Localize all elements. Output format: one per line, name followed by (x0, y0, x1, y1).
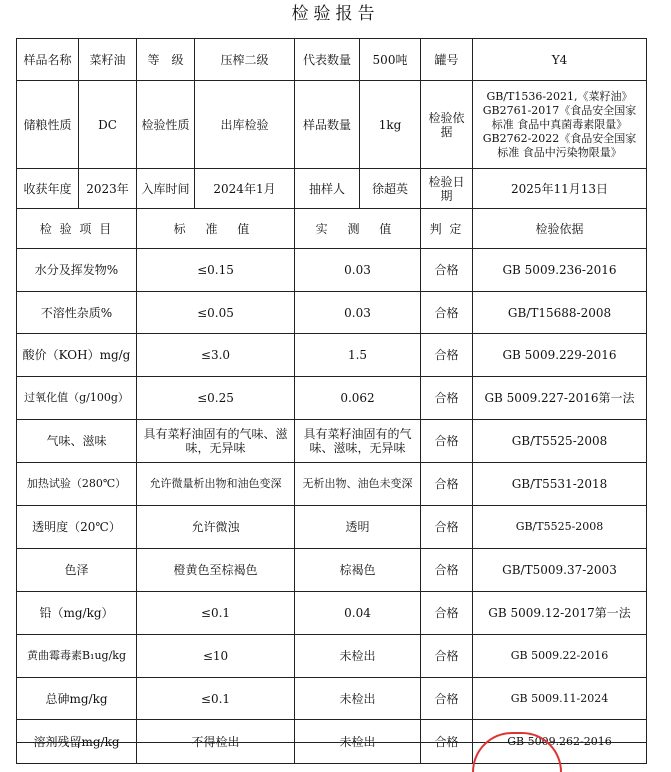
col-header-measured: 实 测 值 (295, 209, 421, 249)
row-verdict: 合格 (421, 249, 473, 292)
row-standard: ≤0.15 (137, 249, 295, 292)
row-verdict: 合格 (421, 592, 473, 635)
table-row (17, 420, 647, 463)
row-standard: 允许微浊 (137, 506, 295, 549)
row-basis: GB 5009.227-2016第一法 (473, 377, 647, 420)
value-inspection-basis (473, 81, 647, 169)
row-basis: GB/T5525-2008 (473, 420, 647, 463)
row-basis: GB 5009.262-2016 (473, 720, 647, 764)
row-measured: 未检出 (295, 720, 421, 764)
value-grade: 压榨二级 (195, 39, 295, 81)
row-measured: 0.03 (295, 249, 421, 292)
row-basis: GB/T15688-2008 (473, 292, 647, 334)
row-basis: GB/T5531-2018 (473, 463, 647, 506)
table-row (17, 334, 647, 377)
col-header-basis: 检验依据 (473, 209, 647, 249)
row-basis: GB 5009.12-2017第一法 (473, 592, 647, 635)
row-item: 加热试验（280℃） (17, 463, 137, 506)
value-storage-type: DC (79, 81, 137, 169)
row-standard: 橙黄色至棕褐色 (137, 549, 295, 592)
value-sampler: 徐超英 (360, 169, 421, 209)
value-sample-name: 菜籽油 (79, 39, 137, 81)
report-title: 检验报告 (291, 4, 380, 24)
col-header-item: 检 验 项 目 (17, 209, 137, 249)
row-item: 黄曲霉毒素B₁ug/kg (17, 635, 137, 678)
label-harvest-year: 收获年度 (17, 169, 79, 209)
header-row-2 (17, 81, 647, 169)
row-item: 透明度（20℃） (17, 506, 137, 549)
row-verdict: 合格 (421, 377, 473, 420)
table-row (17, 292, 647, 334)
label-inspection-date: 检验日期 (421, 169, 473, 209)
label-inspection-basis: 检验依据 (421, 81, 473, 169)
label-grade: 等 级 (137, 39, 195, 81)
value-storage-time: 2024年1月 (195, 169, 295, 209)
header-row-3 (17, 169, 647, 209)
row-measured: 0.03 (295, 292, 421, 334)
row-standard: ≤3.0 (137, 334, 295, 377)
value-inspection-date: 2025年11月13日 (473, 169, 647, 209)
row-item: 不溶性杂质% (17, 292, 137, 334)
row-standard: 具有菜籽油固有的气味、滋味，无异味 (137, 420, 295, 463)
row-measured: 未检出 (295, 678, 421, 720)
row-measured: 0.062 (295, 377, 421, 420)
row-item: 酸价（KOH）mg/g (17, 334, 137, 377)
row-verdict: 合格 (421, 720, 473, 764)
row-measured: 透明 (295, 506, 421, 549)
column-header-row (17, 209, 647, 249)
row-measured: 0.04 (295, 592, 421, 635)
row-basis: GB 5009.22-2016 (473, 635, 647, 678)
row-measured: 未检出 (295, 635, 421, 678)
basis-line: GB2762-2022《食品安全国家 (482, 131, 637, 145)
row-verdict: 合格 (421, 463, 473, 506)
row-item: 铅（mg/kg） (17, 592, 137, 635)
row-verdict: 合格 (421, 420, 473, 463)
row-measured: 无析出物、油色未变深 (295, 463, 421, 506)
row-basis: GB/T5525-2008 (473, 506, 647, 549)
value-represented-quantity: 500吨 (360, 39, 421, 81)
row-basis: GB/T5009.37-2003 (473, 549, 647, 592)
table-row (17, 249, 647, 292)
row-item: 气味、滋味 (17, 420, 137, 463)
row-measured: 1.5 (295, 334, 421, 377)
label-sampler: 抽样人 (295, 169, 360, 209)
row-item: 色泽 (17, 549, 137, 592)
basis-line: 标准 食品中污染物限量》 (497, 145, 622, 159)
row-measured: 棕褐色 (295, 549, 421, 592)
row-standard: ≤0.1 (137, 678, 295, 720)
row-verdict: 合格 (421, 678, 473, 720)
value-sample-quantity: 1kg (360, 81, 421, 169)
row-item: 溶剂残留mg/kg (17, 720, 137, 764)
basis-line: 标准 食品中真菌毒素限量》 (491, 117, 628, 131)
label-storage-time: 入库时间 (137, 169, 195, 209)
table-row (17, 506, 647, 549)
row-item: 总砷mg/kg (17, 678, 137, 720)
row-standard: ≤0.05 (137, 292, 295, 334)
table-row (17, 678, 647, 720)
label-tank-no: 罐号 (421, 39, 473, 81)
row-standard: ≤0.1 (137, 592, 295, 635)
row-verdict: 合格 (421, 549, 473, 592)
table-row (17, 592, 647, 635)
row-standard: 不得检出 (137, 720, 295, 764)
value-tank-no: Y4 (473, 39, 647, 81)
label-inspection-type: 检验性质 (137, 81, 195, 169)
row-standard: ≤0.25 (137, 377, 295, 420)
report-table (16, 38, 647, 764)
table-row (17, 635, 647, 678)
row-basis: GB 5009.229-2016 (473, 334, 647, 377)
row-verdict: 合格 (421, 635, 473, 678)
label-storage-type: 储粮性质 (17, 81, 79, 169)
header-row-1 (17, 39, 647, 81)
table-row (17, 549, 647, 592)
row-standard: 允许微量析出物和油色变深 (137, 463, 295, 506)
row-item: 水分及挥发物% (17, 249, 137, 292)
label-sample-name: 样品名称 (17, 39, 79, 81)
table-row (17, 377, 647, 420)
row-standard: ≤10 (137, 635, 295, 678)
table-row (17, 463, 647, 506)
col-header-standard: 标 准 值 (137, 209, 295, 249)
row-verdict: 合格 (421, 292, 473, 334)
basis-line: GB/T1536-2021,《菜籽油》 (486, 89, 633, 103)
row-verdict: 合格 (421, 334, 473, 377)
row-basis: GB 5009.236-2016 (473, 249, 647, 292)
basis-line: GB2761-2017《食品安全国家 (482, 103, 637, 117)
col-header-verdict: 判 定 (421, 209, 473, 249)
label-sample-quantity: 样品数量 (295, 81, 360, 169)
label-represented-quantity: 代表数量 (295, 39, 360, 81)
row-basis: GB 5009.11-2024 (473, 678, 647, 720)
value-harvest-year: 2023年 (79, 169, 137, 209)
row-measured: 具有菜籽油固有的气味、滋味，无异味 (295, 420, 421, 463)
row-verdict: 合格 (421, 506, 473, 549)
value-inspection-type: 出库检验 (195, 81, 295, 169)
row-item: 过氧化值（g/100g） (17, 377, 137, 420)
